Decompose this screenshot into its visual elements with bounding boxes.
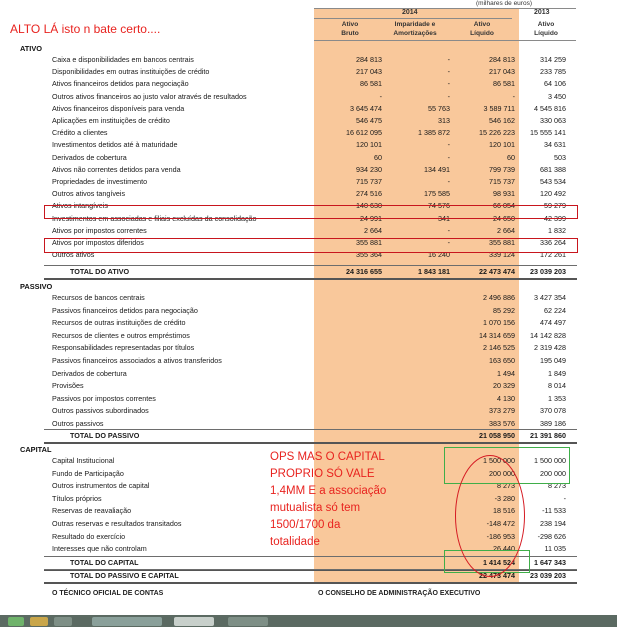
table-row: [0, 91, 617, 103]
row-label: Outros passivos: [52, 419, 104, 428]
value-liquido-2014: 98 931: [493, 189, 515, 199]
row-label: Propriedades de investimento: [52, 177, 148, 186]
total-row: [0, 430, 617, 442]
value-liquido-2014: 3 589 711: [483, 103, 515, 113]
table-row: [0, 405, 617, 417]
value-imparidade: 134 491: [424, 164, 450, 174]
value-liquido-2014: 60: [507, 152, 515, 162]
total-liquido-2013: 21 391 860: [530, 431, 566, 440]
table-row: [0, 78, 617, 90]
row-label: Ativos financeiros disponíveis para venda: [52, 103, 185, 113]
value-ativo-bruto: 217 043: [356, 67, 382, 77]
value-imparidade: -: [447, 79, 450, 89]
value-ativo-bruto: 284 813: [356, 55, 382, 64]
value-liquido-2013: 370 078: [540, 406, 566, 416]
taskbar-app-icon[interactable]: [54, 617, 72, 626]
table-row: [0, 127, 617, 139]
row-label: Ativos por impostos diferidos: [52, 238, 144, 247]
row-label: Fundo de Participação: [52, 468, 124, 478]
value-liquido-2013: -298 626: [537, 531, 566, 541]
value-liquido-2014: 85 292: [493, 305, 515, 315]
table-row: [0, 225, 617, 237]
row-label: Ativos financeiros detidos para negociação: [52, 79, 189, 89]
value-ativo-bruto: 355 881: [356, 238, 382, 247]
row-label: Ativos não correntes detidos para venda: [52, 164, 181, 174]
row-label: Outros ativos tangíveis: [52, 189, 126, 199]
value-liquido-2013: 233 785: [540, 67, 566, 77]
value-liquido-2014: 163 650: [489, 356, 515, 365]
total-liquido-2014: 22 473 474: [479, 267, 515, 276]
value-liquido-2014: 2 664: [497, 225, 515, 235]
row-label: Ativos intangíveis: [52, 201, 108, 211]
highlight-box-intangiveis: [44, 205, 578, 219]
value-imparidade: 1 385 872: [418, 128, 450, 138]
value-liquido-2014: -186 953: [486, 531, 515, 541]
value-liquido-2014: 2 496 886: [483, 293, 515, 302]
value-liquido-2013: 59 279: [544, 201, 566, 211]
value-imparidade: 175 585: [424, 189, 450, 199]
value-liquido-2014: 120 101: [489, 140, 515, 150]
value-liquido-2014: 66 054: [493, 201, 515, 211]
value-imparidade: 16 240: [428, 250, 450, 260]
value-liquido-2014: 1 070 156: [483, 318, 515, 328]
value-liquido-2014: 26 440: [493, 544, 515, 554]
value-ativo-bruto: 546 475: [356, 116, 382, 125]
total-liquido-2013: 23 039 203: [530, 267, 566, 276]
col-header-imparidade: Imparidade e Amortizações: [393, 21, 437, 37]
value-imparidade: -: [447, 67, 450, 77]
value-liquido-2013: 543 534: [540, 177, 566, 186]
value-liquido-2013: -: [563, 493, 566, 503]
value-liquido-2013: 336 264: [540, 238, 566, 247]
row-label: Reservas de reavaliação: [52, 506, 132, 516]
value-liquido-2013: 330 063: [540, 116, 566, 125]
total-label: TOTAL DO PASSIVO: [70, 431, 140, 440]
total-ativo-bruto: 24 316 655: [346, 267, 382, 276]
header-rule-bottom: [314, 40, 576, 41]
value-liquido-2013: 1 849: [548, 368, 566, 378]
value-liquido-2014: 8 273: [497, 481, 515, 491]
total-liquido-2014: 21 058 950: [479, 431, 515, 440]
value-liquido-2014: 15 226 223: [479, 128, 515, 138]
header-rule-year: [314, 18, 512, 19]
col-header-bruto: Ativo Bruto: [341, 21, 359, 37]
taskbar-app-icon[interactable]: [30, 617, 48, 626]
table-row: [0, 292, 617, 304]
row-label: Derivados de cobertura: [52, 368, 127, 378]
value-liquido-2014: -3 280: [494, 493, 515, 503]
value-ativo-bruto: 715 737: [356, 177, 382, 186]
row-label: Disponibilidades em outras instituições de crédito: [52, 67, 210, 77]
total-label: TOTAL DO ATIVO: [70, 267, 130, 276]
total-imparidade: 1 843 181: [418, 267, 450, 276]
value-imparidade: -: [447, 140, 450, 150]
row-label: Derivados de cobertura: [52, 152, 127, 162]
units-label: (milhares de euros): [476, 0, 532, 7]
value-ativo-bruto: 16 612 095: [346, 128, 382, 138]
value-liquido-2014: 715 737: [489, 177, 515, 186]
table-row: [0, 393, 617, 405]
row-label: Outras reservas e resultados transitados: [52, 519, 182, 528]
section-title-ativo: ATIVO: [20, 44, 43, 53]
value-ativo-bruto: 2 664: [364, 225, 382, 235]
value-liquido-2014: 546 162: [489, 116, 515, 125]
value-ativo-bruto: 274 516: [356, 189, 382, 199]
value-imparidade: 55 763: [428, 103, 450, 113]
taskbar-app-icon[interactable]: [8, 617, 24, 626]
table-row: [0, 176, 617, 188]
row-label: Ativos por impostos correntes: [52, 225, 147, 235]
row-label: Passivos por impostos correntes: [52, 393, 156, 403]
value-liquido-2014: 86 581: [493, 79, 515, 89]
table-row: [0, 115, 617, 127]
table-row: [0, 54, 617, 66]
value-liquido-2014: 1 494: [497, 368, 515, 378]
value-liquido-2014: 1 500 000: [483, 456, 515, 465]
annotation-top-note: ALTO LÁ isto n bate certo....: [10, 22, 161, 36]
table-row: [0, 139, 617, 151]
row-label: Outros passivos subordinados: [52, 406, 149, 416]
value-liquido-2014: 339 124: [489, 250, 515, 260]
value-liquido-2014: 373 279: [489, 406, 515, 416]
total-liquido-2013: 1 647 343: [534, 558, 566, 567]
value-imparidade: -: [447, 238, 450, 247]
value-liquido-2014: -148 472: [486, 519, 515, 528]
table-row: [0, 152, 617, 164]
value-ativo-bruto: 3 645 474: [350, 103, 382, 113]
value-liquido-2014: 200 000: [489, 468, 515, 478]
taskbar-window-button[interactable]: [174, 617, 214, 626]
row-label: Títulos próprios: [52, 493, 102, 503]
value-liquido-2014: 18 516: [493, 506, 515, 516]
table-row: [0, 317, 617, 329]
value-liquido-2013: 11 035: [544, 544, 566, 554]
row-label: Investimentos detidos até à maturidade: [52, 140, 178, 150]
value-liquido-2013: 172 261: [540, 250, 566, 260]
row-label: Capital Institucional: [52, 456, 115, 465]
value-liquido-2013: 15 555 141: [530, 128, 566, 138]
value-liquido-2013: 389 186: [540, 419, 566, 428]
row-label: Passivos financeiros detidos para negociação: [52, 305, 198, 315]
row-label: Crédito a clientes: [52, 128, 108, 138]
table-row: [0, 342, 617, 354]
value-imparidade: -: [447, 225, 450, 235]
value-liquido-2013: 42 399: [544, 213, 566, 223]
annotation-circle-capital: [455, 455, 525, 577]
row-label: Provisões: [52, 381, 84, 391]
value-liquido-2013: 200 000: [540, 468, 566, 478]
value-liquido-2013: 62 224: [544, 305, 566, 315]
row-label: Outros instrumentos de capital: [52, 481, 150, 491]
value-liquido-2013: 3 427 354: [534, 293, 566, 302]
total-rule-bottom: [44, 278, 577, 280]
value-liquido-2013: 1 353: [548, 393, 566, 403]
value-liquido-2013: 64 106: [544, 79, 566, 89]
value-ativo-bruto: 24 991: [360, 213, 382, 223]
taskbar-window-button[interactable]: [92, 617, 162, 626]
value-imparidade: 341: [438, 213, 450, 223]
row-label: Recursos de clientes e outros empréstimos: [52, 330, 190, 340]
section-title-passivo: PASSIVO: [20, 282, 53, 291]
row-label: Interesses que não controlam: [52, 544, 147, 554]
value-liquido-2013: 681 388: [540, 164, 566, 174]
value-liquido-2013: 238 194: [540, 519, 566, 528]
value-imparidade: 313: [438, 116, 450, 125]
row-label: Responsabilidades representadas por títulos: [52, 343, 195, 353]
table-row: [0, 188, 617, 200]
signature-tecnico-oficial: O TÉCNICO OFICIAL DE CONTAS: [52, 590, 164, 597]
value-liquido-2013: 4 545 816: [534, 103, 566, 113]
value-liquido-2013: 474 497: [540, 318, 566, 328]
value-liquido-2014: 20 329: [493, 381, 515, 391]
row-label: Recursos de bancos centrais: [52, 293, 145, 302]
col-header-prev: Ativo Líquido: [534, 21, 558, 37]
row-label: Recursos de outras instituições de crédito: [52, 318, 186, 328]
total-liquido-2014: 22 473 474: [479, 571, 515, 580]
total-liquido-2013: 23 039 203: [530, 571, 566, 580]
value-imparidade: -: [447, 177, 450, 186]
row-label: Outros ativos: [52, 250, 95, 260]
row-label: Aplicações em instituições de crédito: [52, 116, 170, 125]
value-liquido-2013: 3 450: [548, 91, 566, 101]
row-label: Passivos financeiros associados a ativos transferidos: [52, 356, 222, 365]
table-row: [0, 355, 617, 367]
header-rule-top: [314, 8, 576, 9]
value-ativo-bruto: 60: [374, 152, 382, 162]
value-liquido-2013: 1 832: [548, 225, 566, 235]
value-liquido-2014: 2 146 525: [483, 343, 515, 353]
value-liquido-2013: 2 319 428: [534, 343, 566, 353]
value-liquido-2014: 217 043: [489, 67, 515, 77]
value-ativo-bruto: -: [379, 91, 382, 101]
table-row: [0, 305, 617, 317]
value-liquido-2013: 314 259: [540, 55, 566, 64]
value-liquido-2014: 355 881: [489, 238, 515, 247]
total-label: TOTAL DO PASSIVO E CAPITAL: [70, 571, 179, 580]
value-liquido-2013: 14 142 828: [530, 330, 566, 340]
row-label: Resultado do exercício: [52, 531, 126, 541]
value-ativo-bruto: 140 630: [356, 201, 382, 211]
desktop-taskbar: [0, 615, 617, 627]
value-liquido-2013: -11 533: [542, 506, 566, 516]
table-row: [0, 103, 617, 115]
value-liquido-2014: -: [512, 91, 515, 101]
year-2013-header: 2013: [534, 9, 550, 16]
value-liquido-2014: 383 576: [489, 419, 515, 428]
value-liquido-2013: 1 500 000: [534, 456, 566, 465]
value-liquido-2014: 14 314 659: [479, 330, 515, 340]
table-row: [0, 380, 617, 392]
table-row: [0, 66, 617, 78]
table-row: [0, 330, 617, 342]
total-rule-bottom: [44, 582, 577, 584]
value-liquido-2013: 8 273: [548, 481, 566, 491]
col-header-liquido: Ativo Líquido: [470, 21, 494, 37]
section-title-capital: CAPITAL: [20, 445, 52, 454]
value-liquido-2013: 120 492: [540, 189, 566, 199]
value-imparidade: -: [447, 55, 450, 64]
value-imparidade: -: [447, 152, 450, 162]
row-label: Caixa e disponibilidades em bancos centrais: [52, 55, 194, 64]
year-2014-header: 2014: [402, 9, 418, 16]
highlight-box-impostos-diferidos: [44, 238, 578, 253]
value-ativo-bruto: 934 230: [356, 164, 382, 174]
value-imparidade: 74 576: [428, 201, 450, 211]
value-liquido-2013: 503: [554, 152, 566, 162]
table-row: [0, 368, 617, 380]
value-ativo-bruto: 120 101: [356, 140, 382, 150]
taskbar-window-button[interactable]: [228, 617, 268, 626]
total-label: TOTAL DO CAPITAL: [70, 558, 139, 567]
signature-conselho-administracao: O CONSELHO DE ADMINISTRAÇÃO EXECUTIVO: [318, 590, 481, 597]
table-row: [0, 164, 617, 176]
row-label: Outros ativos financeiros ao justo valor através de resultados: [52, 91, 247, 101]
total-liquido-2014: 1 414 524: [483, 558, 515, 567]
value-liquido-2013: 8 014: [548, 381, 566, 391]
value-liquido-2013: 195 049: [540, 356, 566, 365]
value-liquido-2014: 24 650: [493, 213, 515, 223]
value-ativo-bruto: 355 364: [356, 250, 382, 260]
value-imparidade: -: [447, 91, 450, 101]
annotation-side-note: OPS MAS O CAPITAL PROPRIO SÓ VALE 1,4MM E a associação mutualista só tem 1500/1700 da totalidade: [270, 451, 387, 548]
value-liquido-2014: 284 813: [489, 55, 515, 64]
value-liquido-2014: 4 130: [497, 393, 515, 403]
value-liquido-2014: 799 739: [489, 164, 515, 174]
total-row: [0, 266, 617, 278]
row-label: Investimentos em associadas e filiais excluídas da consolidação: [52, 213, 257, 223]
total-rule-bottom: [44, 442, 577, 444]
value-ativo-bruto: 86 581: [360, 79, 382, 89]
value-liquido-2013: 34 631: [544, 140, 566, 150]
